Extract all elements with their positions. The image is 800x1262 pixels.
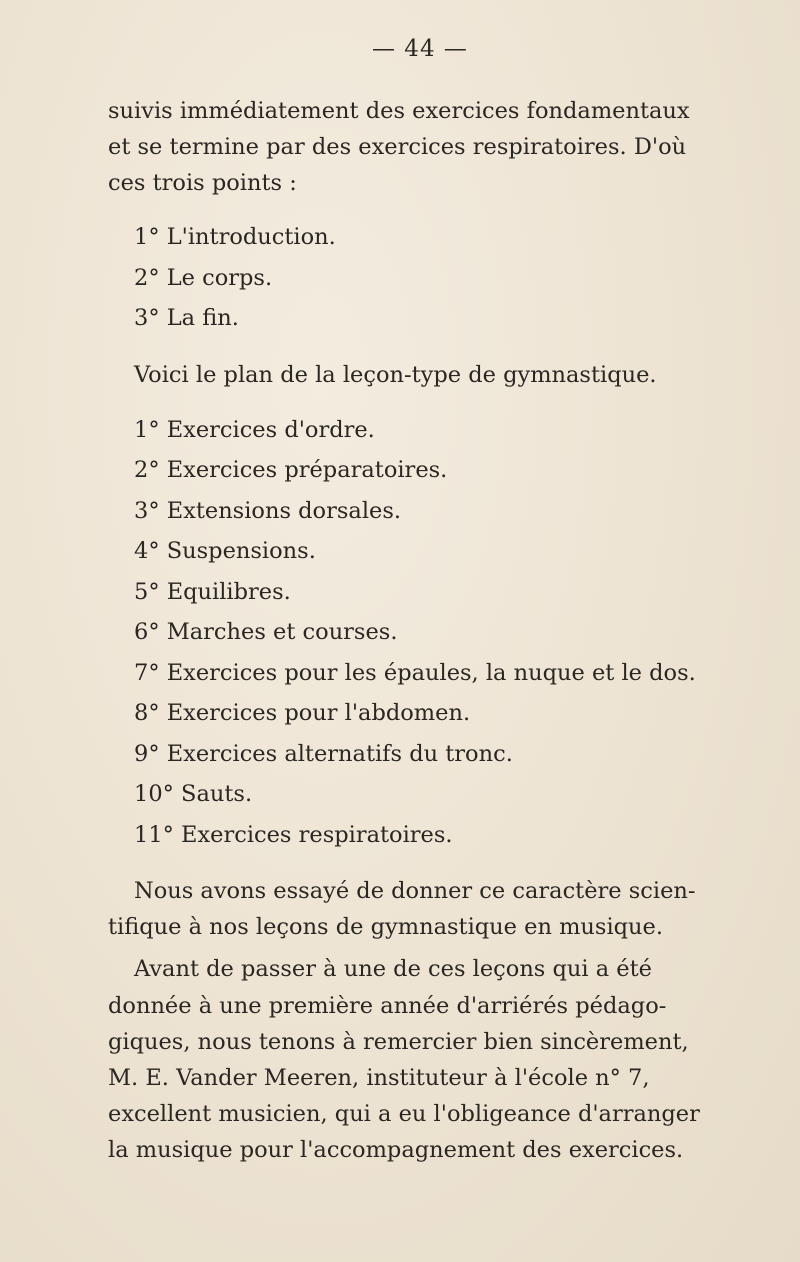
closing-line-5: giques, nous tenons à remercier bien sincèrement, bbox=[108, 1029, 689, 1055]
plan-item-8: 8° Exercices pour l'abdomen. bbox=[134, 700, 471, 726]
closing-line-8: la musique pour l'accompagnement des exercices. bbox=[108, 1137, 684, 1163]
closing-line-7: excellent musicien, qui a eu l'obligeance d'arranger bbox=[108, 1101, 700, 1127]
plan-item-6: 6° Marches et courses. bbox=[134, 619, 398, 645]
closing-line-4: donnée à une première année d'arriérés pédago- bbox=[108, 993, 667, 1019]
plan-item-2: 2° Exercices préparatoires. bbox=[134, 457, 448, 483]
plan-heading: Voici le plan de la leçon-type de gymnastique. bbox=[134, 362, 657, 388]
intro-line-3: ces trois points : bbox=[108, 170, 297, 196]
point-item-1: 1° L'introduction. bbox=[134, 224, 336, 250]
plan-item-1: 1° Exercices d'ordre. bbox=[134, 417, 375, 443]
closing-line-6: M. E. Vander Meeren, instituteur à l'école n° 7, bbox=[108, 1065, 650, 1091]
page-number: — 44 — bbox=[372, 36, 468, 62]
intro-line-1: suivis immédiatement des exercices fondamentaux bbox=[108, 98, 690, 124]
plan-item-10: 10° Sauts. bbox=[134, 781, 253, 807]
plan-item-11: 11° Exercices respiratoires. bbox=[134, 822, 453, 848]
closing-line-3: Avant de passer à une de ces leçons qui a été bbox=[134, 956, 652, 982]
plan-item-9: 9° Exercices alternatifs du tronc. bbox=[134, 741, 513, 767]
intro-line-2: et se termine par des exercices respiratoires. D'où bbox=[108, 134, 687, 160]
plan-item-4: 4° Suspensions. bbox=[134, 538, 316, 564]
plan-item-5: 5° Equilibres. bbox=[134, 579, 291, 605]
closing-line-2: tifique à nos leçons de gymnastique en musique. bbox=[108, 914, 664, 940]
closing-line-1: Nous avons essayé de donner ce caractère scien- bbox=[134, 878, 696, 904]
point-item-3: 3° La fin. bbox=[134, 305, 239, 331]
plan-item-3: 3° Extensions dorsales. bbox=[134, 498, 402, 524]
point-item-2: 2° Le corps. bbox=[134, 265, 273, 291]
plan-item-7: 7° Exercices pour les épaules, la nuque et le dos. bbox=[134, 660, 696, 686]
